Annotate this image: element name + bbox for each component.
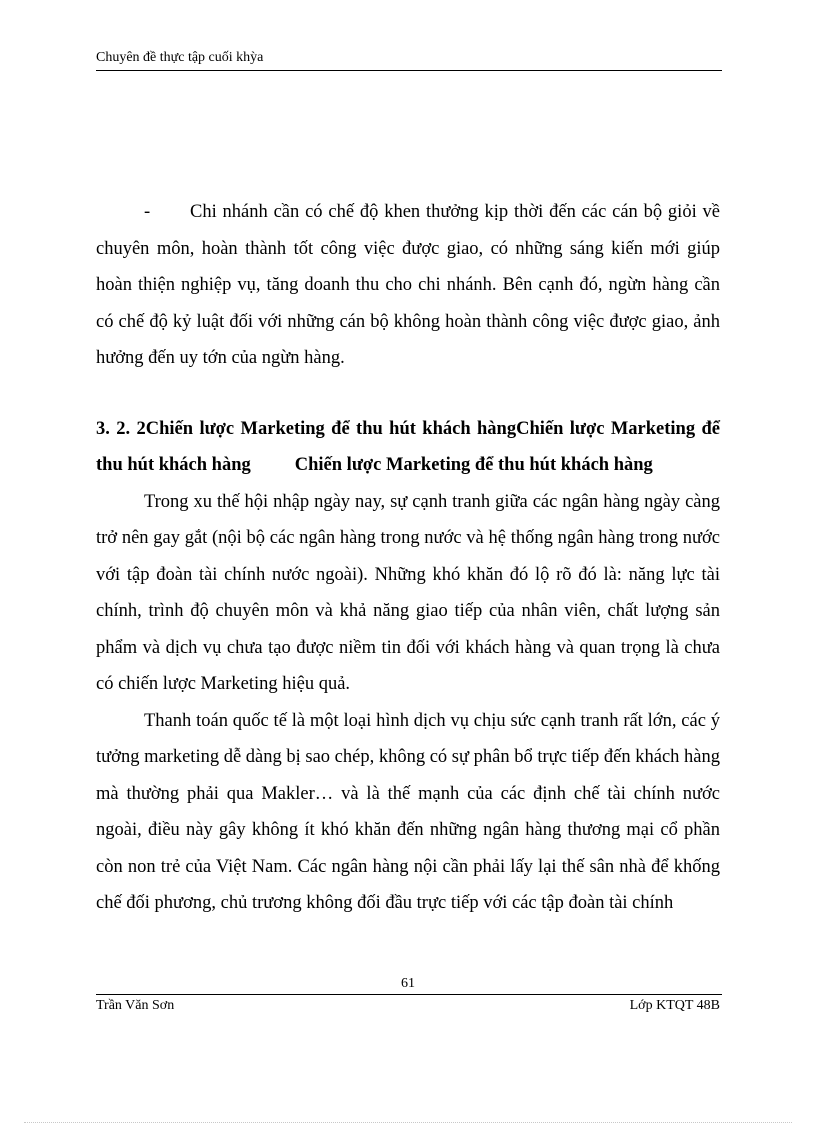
footer-author: Trần Văn Sơn [96, 998, 175, 1013]
running-header: Chuyên đề thực tập cuối khỳa [96, 50, 264, 65]
section-heading-part1: 3. 2. 2Chiến lược Marketing để thu hút khách hàngChiến lược Marketing để thu hút khách hàng [96, 418, 720, 475]
section-heading-part2: Chiến lược Marketing để thu hút khách hàng [294, 455, 653, 475]
bullet-paragraph [96, 194, 720, 377]
page-body [96, 194, 720, 922]
paragraph-2: Thanh toán quốc tế là một loại hình dịch vụ chịu sức cạnh tranh rất lớn, các ý tưởng marketing dễ dàng bị sao chép, không có sự phân bổ trực tiếp đến khách hàng mà thường phải qua Makler… và là thế mạnh của các định chế tài chính nước ngoài, điều này gây không ít khó khăn đến những ngân hàng thương mại cổ phần còn non trẻ của Việt Nam. Các ngân hàng nội cần phải lấy lại thế sân nhà để khống chế đối phương, chủ trương không đối đầu trực tiếp với các tập đoàn tài chính [96, 710, 720, 913]
page-number: 61 [401, 976, 415, 991]
footer-class: Lớp KTQT 48B [629, 998, 720, 1013]
bullet-paragraph-text: Chi nhánh cần có chế độ khen thưởng kịp thời đến các cán bộ giỏi về chuyên môn, hoàn thành tốt công việc được giao, có những sáng kiến mới giúp hoàn thiện nghiệp vụ, tăng doanh thu cho chi nhánh. Bên cạnh đó, ngừn hàng cần có chế độ kỷ luật đối với những cán bộ không hoàn thành công việc được giao, ảnh hưởng đến uy tớn của ngừn hàng. [96, 202, 720, 368]
paragraph-1: Trong xu thế hội nhập ngày nay, sự cạnh tranh giữa các ngân hàng ngày càng trở nên gay gắt (nội bộ các ngân hàng trong nước và hệ thống ngân hàng trong nước với tập đoàn tài chính nước ngoài). Những khó khăn đó lộ rõ đó là: năng lực tài chính, trình độ chuyên môn và khả năng giao tiếp của nhân viên, chất lượng sản phẩm và dịch vụ chưa tạo được niềm tin đối với khách hàng và quan trọng là chưa có chiến lược Marketing hiệu quả. [96, 491, 720, 694]
bullet-dash: - [144, 202, 151, 222]
footer-rule [96, 994, 722, 995]
header-rule [96, 70, 722, 71]
section-heading [96, 411, 720, 484]
